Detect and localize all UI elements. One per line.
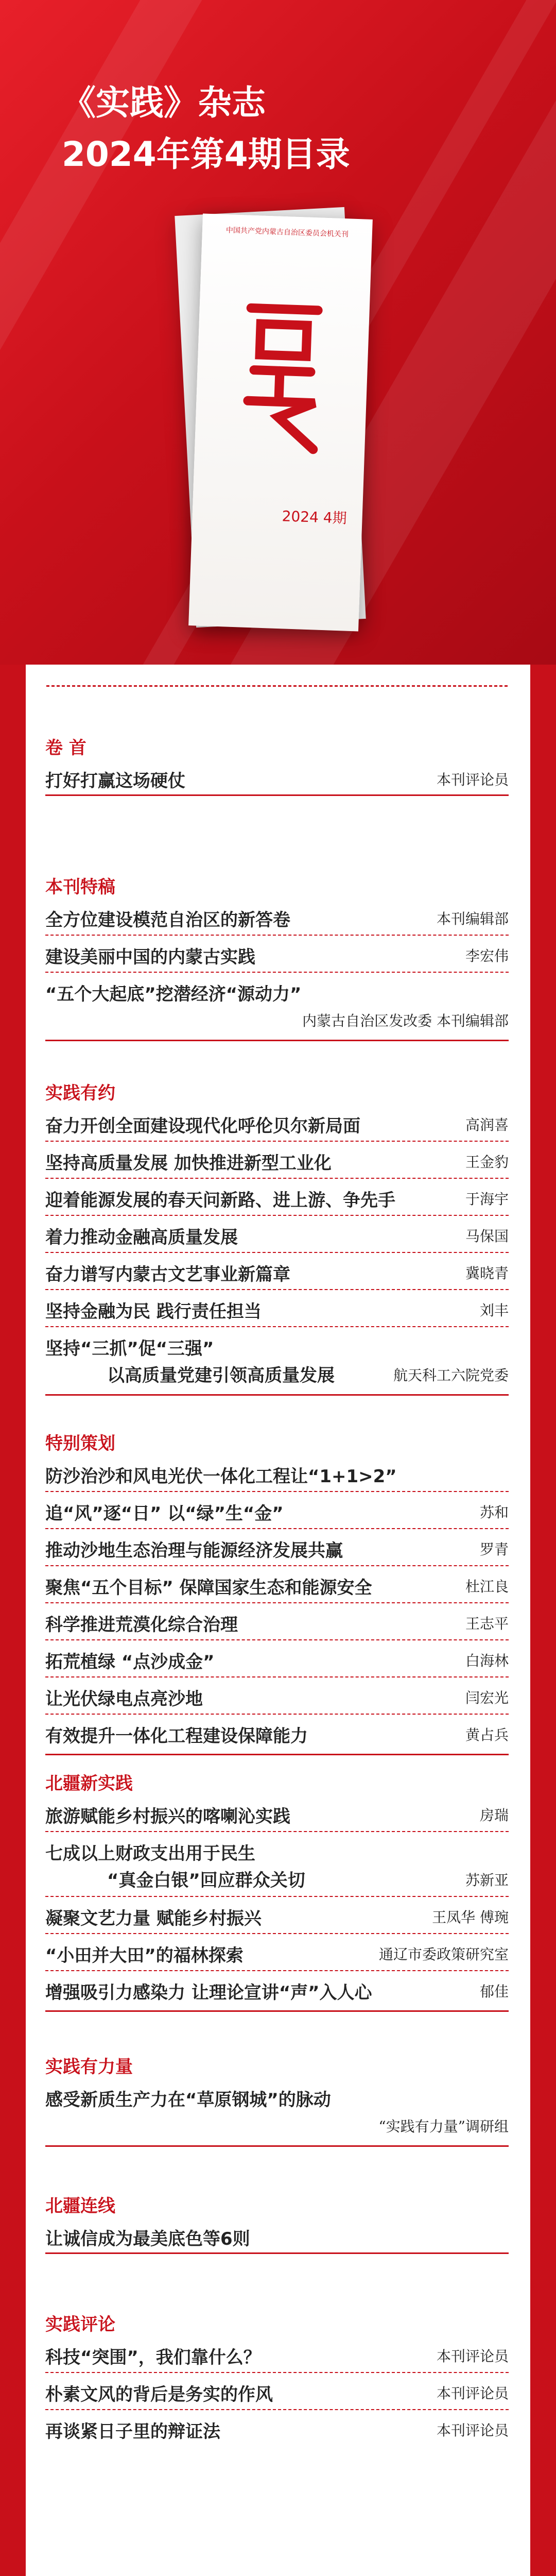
section-heading: 本刊特稿	[45, 877, 115, 897]
toc-item[interactable]	[45, 1897, 509, 1934]
article-author: 闫宏光	[465, 1689, 509, 1706]
section-shijian-youliliang	[45, 2056, 509, 2147]
toc-item[interactable]	[45, 1142, 509, 1179]
article-author: 李宏伟	[465, 947, 509, 964]
section-heading: 北疆新实践	[45, 1773, 133, 1794]
article-title: 感受新质生产力在“草原钢城”的脉动	[45, 2090, 331, 2110]
article-title: 追“风”逐“日” 以“绿”生“金”	[45, 1503, 284, 1524]
article-title: “小田并大田”的福林探索	[45, 1945, 244, 1966]
article-title: 迎着能源发展的春天问新路、进上游、争先手	[45, 1190, 395, 1211]
article-title: 科学推进荒漠化综合治理	[45, 1615, 238, 1635]
article-author: 航天科工六院党委	[393, 1367, 509, 1384]
toc-item[interactable]	[45, 2336, 509, 2373]
toc-item[interactable]	[45, 1795, 509, 1832]
article-author: 苏新亚	[465, 1872, 509, 1889]
section-rule	[45, 2145, 509, 2147]
article-title: 坚持高质量发展 加快推进新型工业化	[45, 1153, 332, 1174]
article-author: 王凤华 傅琬	[432, 1909, 509, 1926]
toc-item[interactable]	[45, 1971, 509, 2008]
article-title: 七成以上财政支出用于民生	[45, 1843, 255, 1864]
article-author: 杜江良	[465, 1578, 509, 1595]
toc-item[interactable]	[45, 1179, 509, 1216]
toc-item[interactable]	[45, 1603, 509, 1640]
article-title-line2: “真金白银”回应群众关切	[107, 1870, 305, 1891]
article-author: 刘丰	[479, 1302, 509, 1319]
section-rule	[45, 2010, 509, 2012]
article-title-line2: 以高质量党建引领高质量发展	[107, 1365, 335, 1386]
hero-title-line2: 2024年第4期目录	[62, 134, 350, 174]
toc-item[interactable]	[45, 1290, 509, 1327]
magazine-cover	[188, 213, 373, 631]
section-juanshou	[45, 737, 509, 796]
article-author: 白海林	[465, 1652, 509, 1669]
article-title: 全方位建设模范自治区的新答卷	[45, 910, 290, 930]
article-author: 高润喜	[465, 1116, 509, 1133]
section-heading: 实践有约	[45, 1083, 115, 1104]
article-title: 打好打赢这场硬仗	[45, 771, 185, 791]
toc-item[interactable]	[45, 2217, 509, 2250]
section-beijiang-lianxian	[45, 2195, 509, 2254]
article-author: 本刊评论员	[436, 2348, 509, 2365]
toc-item[interactable]	[45, 1640, 509, 1677]
toc-item[interactable]	[45, 1715, 509, 1752]
article-author: 郁佳	[479, 1983, 509, 2000]
section-shijian-youyue	[45, 1082, 509, 1396]
section-heading: 特别策划	[45, 1433, 115, 1454]
hero-title	[62, 77, 350, 180]
article-author: 黄占兵	[465, 1726, 509, 1743]
article-title: 坚持“三抓”促“三强”	[45, 1338, 214, 1359]
section-special-planning	[45, 1432, 509, 1755]
toc-item[interactable]	[45, 1934, 509, 1971]
table-of-contents	[26, 665, 530, 2576]
article-author: 冀晓青	[465, 1265, 509, 1282]
article-title: 增强吸引力感染力 让理论宣讲“声”入人心	[45, 1982, 372, 2003]
article-title: 防沙治沙和风电光伏一体化工程让“1+1>2”	[45, 1466, 397, 1487]
toc-item[interactable]	[45, 1253, 509, 1290]
section-rule	[45, 1394, 509, 1396]
article-author: 王志平	[465, 1615, 509, 1632]
toc-item[interactable]	[45, 1492, 509, 1529]
article-title: 推动沙地生态治理与能源经济发展共赢	[45, 1540, 343, 1561]
article-author: 本刊评论员	[436, 771, 509, 788]
article-title: 科技“突围”，我们靠什么？	[45, 2347, 261, 2368]
article-title: 聚焦“五个目标” 保障国家生态和能源安全	[45, 1578, 372, 1598]
toc-item[interactable]	[45, 759, 509, 792]
section-heading: 实践有力量	[45, 2057, 133, 2077]
toc-item[interactable]	[45, 1832, 509, 1897]
toc-item[interactable]	[45, 936, 509, 973]
article-title: 让诚信成为最美底色等6则	[45, 2229, 250, 2249]
article-author: 本刊评论员	[436, 2385, 509, 2402]
article-title: 凝聚文艺力量 赋能乡村振兴	[45, 1908, 262, 1929]
toc-item[interactable]	[45, 973, 509, 1038]
toc-item[interactable]	[45, 1566, 509, 1603]
article-author: 罗青	[479, 1541, 509, 1558]
section-heading: 北疆连线	[45, 2196, 115, 2216]
article-author: 房瑞	[479, 1807, 509, 1824]
article-title: 朴素文风的背后是务实的作风	[45, 2384, 273, 2405]
shijian-calligraphy-logo	[225, 292, 339, 465]
article-author: 于海宇	[465, 1191, 509, 1208]
article-author: 内蒙古自治区发改委 本刊编辑部	[302, 1012, 509, 1029]
article-author: 通辽市委政策研究室	[378, 1946, 509, 1963]
article-author: 本刊编辑部	[436, 910, 509, 927]
section-rule	[45, 794, 509, 796]
toc-item[interactable]	[45, 1327, 509, 1392]
cover-top-text: 中国共产党内蒙古自治区委员会机关刊	[225, 226, 349, 239]
toc-item[interactable]	[45, 1677, 509, 1715]
section-rule	[45, 1040, 509, 1041]
article-author: “实践有力量”调研组	[378, 2118, 509, 2135]
section-heading: 实践评论	[45, 2314, 115, 2335]
toc-item[interactable]	[45, 2410, 509, 2447]
article-author: 马保国	[465, 1228, 509, 1245]
section-rule	[45, 2252, 509, 2254]
article-title: 着力推动金融高质量发展	[45, 1227, 238, 1248]
article-title: 有效提升一体化工程建设保障能力	[45, 1726, 308, 1747]
article-title: 让光伏绿电点亮沙地	[45, 1689, 203, 1709]
section-special-articles	[45, 876, 509, 1041]
decor-dotted-line	[46, 685, 510, 687]
toc-item[interactable]	[45, 2373, 509, 2410]
section-beijiang-new-practice	[45, 1772, 509, 2012]
article-author: 本刊评论员	[436, 2422, 509, 2439]
hero-banner	[0, 0, 556, 665]
toc-item[interactable]	[45, 1529, 509, 1566]
section-shijian-pinglun	[45, 2313, 509, 2447]
section-heading: 卷 首	[45, 738, 86, 758]
article-title: 拓荒植绿 “点沙成金”	[45, 1652, 215, 1672]
article-title: 再谈紧日子里的辩证法	[45, 2421, 220, 2442]
toc-item[interactable]	[45, 1455, 509, 1492]
toc-item[interactable]	[45, 1105, 509, 1142]
toc-item[interactable]	[45, 2078, 509, 2143]
article-title: 旅游赋能乡村振兴的喀喇沁实践	[45, 1806, 290, 1827]
section-rule	[45, 1754, 509, 1755]
toc-item[interactable]	[45, 1216, 509, 1253]
article-author: 苏和	[479, 1504, 509, 1521]
article-title: 坚持金融为民 践行责任担当	[45, 1301, 262, 1322]
toc-item[interactable]	[45, 899, 509, 936]
article-title: 建设美丽中国的内蒙古实践	[45, 947, 255, 968]
article-title: 奋力谱写内蒙古文艺事业新篇章	[45, 1264, 290, 1285]
hero-title-line1: 《实践》杂志	[62, 83, 266, 123]
article-title: “五个大起底”挖潜经济“源动力”	[45, 984, 302, 1005]
cover-issue: 2024 4期	[282, 507, 348, 527]
article-title: 奋力开创全面建设现代化呼伦贝尔新局面	[45, 1116, 360, 1137]
article-author: 王金豹	[465, 1154, 509, 1171]
